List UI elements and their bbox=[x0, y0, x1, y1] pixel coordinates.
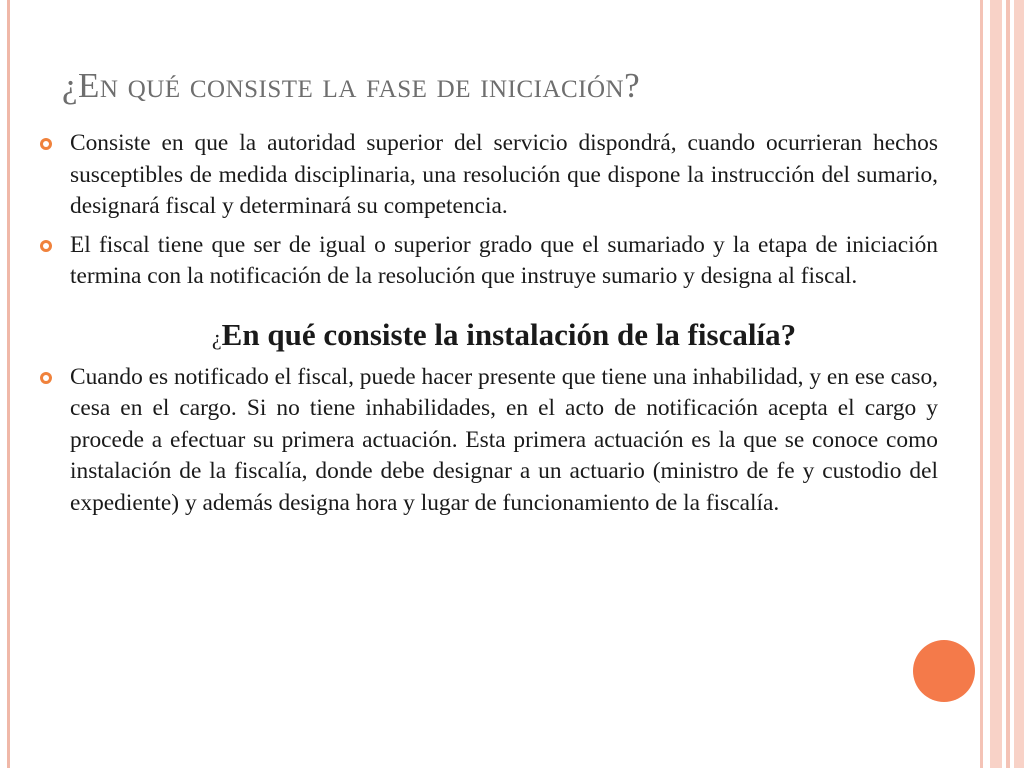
section-heading bbox=[40, 315, 938, 358]
decorative-circle bbox=[913, 640, 975, 702]
bullet-icon bbox=[40, 138, 52, 150]
slide-content bbox=[40, 128, 938, 519]
bullet-icon bbox=[40, 240, 52, 252]
bullet-icon bbox=[40, 372, 52, 384]
bullet-text: Consiste en que la autoridad superior del servicio dispondrá, cuando ocurrieran hechos susceptibles de medida disciplinaria, una resolución que dispone la instrucción del sumario, designará fiscal y determinará su competencia. bbox=[70, 130, 938, 219]
section-heading-text: En qué consiste la instalación de la fiscalía? bbox=[221, 316, 797, 352]
section-heading-prefix: ¿ bbox=[211, 324, 222, 350]
right-stripe bbox=[1014, 0, 1024, 768]
slide-title: ¿En qué consiste la fase de iniciación? bbox=[62, 66, 641, 105]
bullet-item bbox=[40, 230, 938, 293]
right-stripe bbox=[1006, 0, 1010, 768]
bullet-text: El fiscal tiene que ser de igual o superior grado que el sumariado y la etapa de iniciación termina con la notificación de la resolución que instruye sumario y designa al fiscal. bbox=[70, 231, 938, 289]
right-stripe bbox=[980, 0, 983, 768]
bullet-item bbox=[40, 362, 938, 520]
bullet-item bbox=[40, 128, 938, 223]
bullet-text: Cuando es notificado el fiscal, puede hacer presente que tiene una inhabilidad, y en ese caso, cesa en el cargo. Si no tiene inhabilidades, en el acto de notificación acepta el cargo y procede a efectuar su primera actuación. Esta primera actuación es la que se conoce como instalación de la fiscalía, donde debe designar a un actuario (ministro de fe y custodio del expediente) y además designa hora y lugar de funcionamiento de la fiscalía. bbox=[70, 363, 938, 516]
right-stripe bbox=[990, 0, 1002, 768]
left-border-line bbox=[7, 0, 10, 768]
